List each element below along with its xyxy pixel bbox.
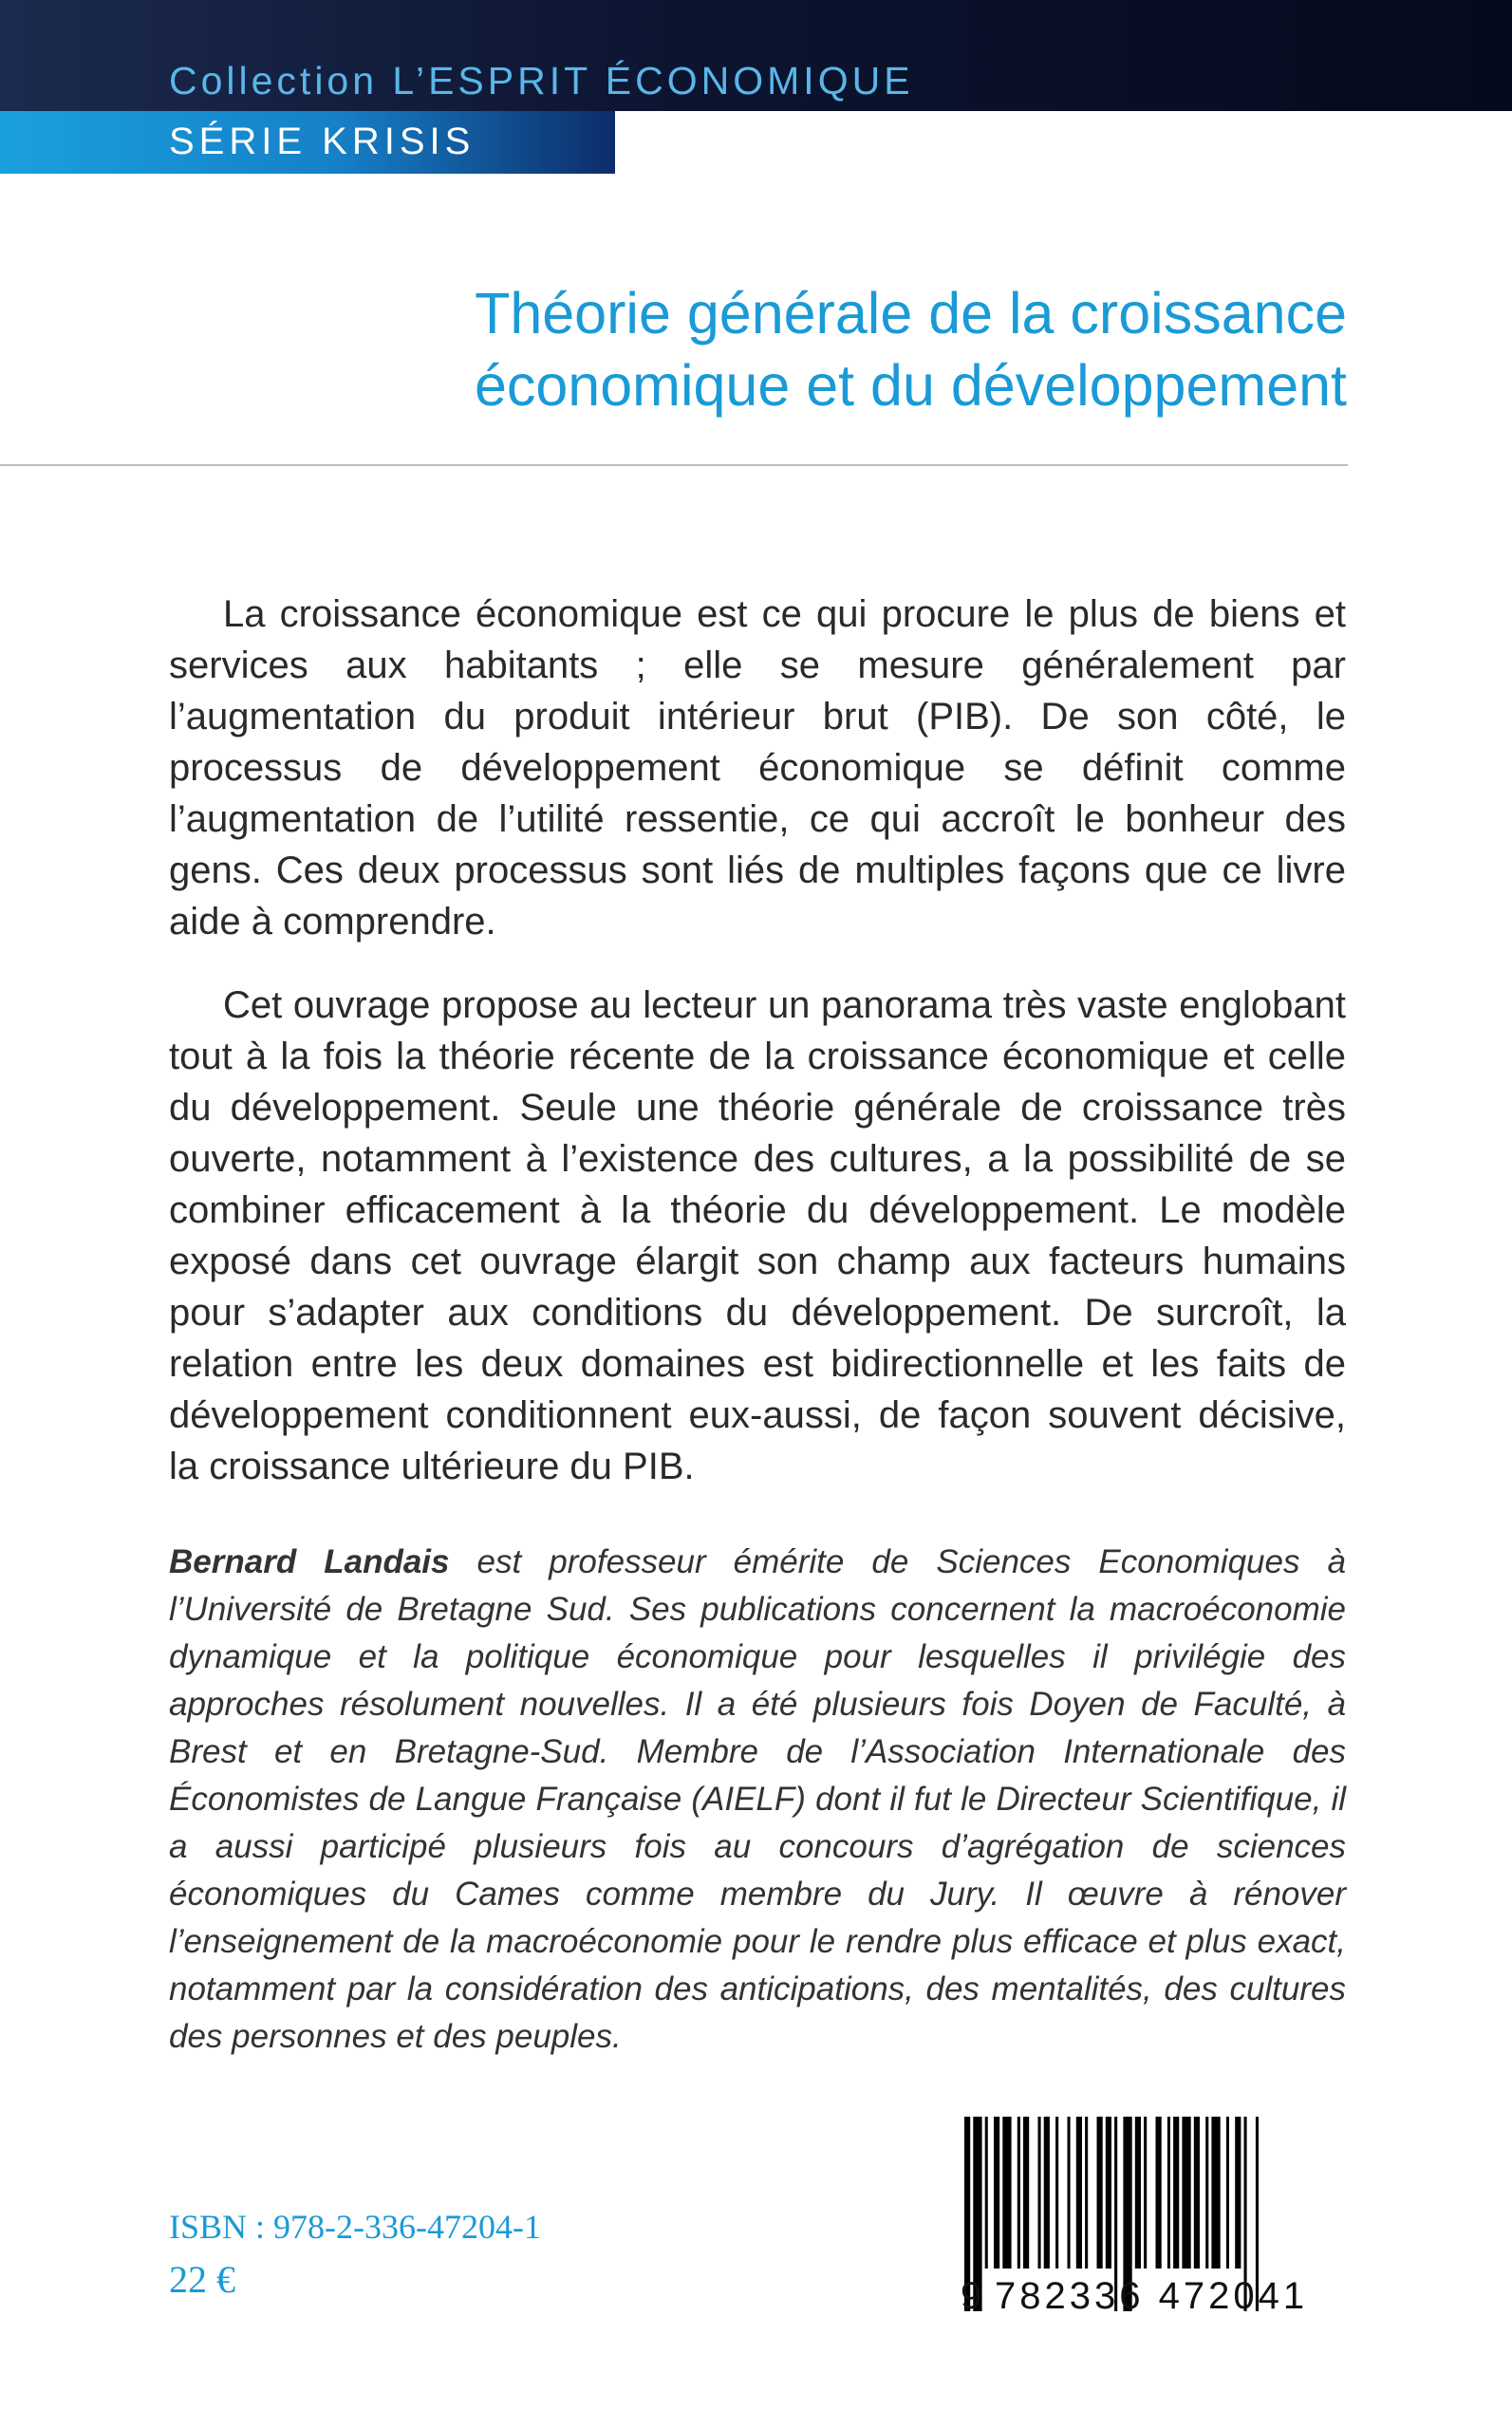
book-title-line-2: économique et du développement (474, 353, 1347, 418)
title-divider (0, 464, 1348, 466)
barcode-bar (1017, 2117, 1020, 2269)
collection-name: Collection L’ESPRIT ÉCONOMIQUE (169, 59, 914, 103)
author-bio-text: est professeur émérite de Sciences Economiques à l’Université de Bretagne Sud. Ses publications concernent la macroéconomie dynamique et la politique économique pour lesquelles il privilégie des approches résolument nouvelles. Il a été plusieurs fois Doyen de Faculté, à Brest et en Bretagne-Sud. Membre de l’Association Internationale des Économistes de Langue Française (AIELF) dont il fut le Directeur Scientifique, il a aussi participé plusieurs fois au concours d’agrégation de sciences économiques du Cames comme membre du Jury. Il œuvre à rénover l’enseignement de la macroéconomie pour le rendre plus efficace et plus exact, notamment par la considération des anticipations, des mentalités, des cultures des personnes et des peuples. (169, 1543, 1346, 2055)
barcode-bar (1156, 2117, 1162, 2269)
barcode-bar (1055, 2117, 1058, 2269)
barcode-first-digit: 9 (961, 2275, 982, 2317)
author-name: Bernard Landais (169, 1543, 450, 1580)
barcode-digits: 782336 472041 (995, 2275, 1309, 2317)
barcode-bar (1002, 2117, 1011, 2269)
barcode-bar (1023, 2117, 1029, 2269)
barcode-bar (985, 2117, 988, 2269)
barcode-bar (1235, 2117, 1241, 2269)
barcode-bar (1226, 2117, 1229, 2269)
barcode-bar (1044, 2117, 1050, 2269)
barcode-bar (1211, 2117, 1220, 2269)
barcode-bar (1135, 2117, 1141, 2269)
barcode-bar (1076, 2117, 1082, 2269)
barcode-bar (994, 2117, 999, 2269)
book-title-line-1: Théorie générale de la croissance (475, 281, 1347, 345)
price: 22 € (169, 2258, 235, 2301)
summary-paragraph-1: La croissance économique est ce qui procure le plus de biens et services aux habitants ; elle se mesure généralement par l’augmentation du produit intérieur brut (PIB). De son côté, le processus de développement économique se définit comme l’augmentation de l’utilité ressentie, ce qui accroît le bonheur des gens. Ces deux processus sont liés de multiples façons que ce livre aide à comprendre. (169, 593, 1346, 943)
barcode-bar (1205, 2117, 1208, 2269)
barcode-bar (1173, 2117, 1179, 2269)
summary (169, 588, 1346, 1492)
barcode-bar (1182, 2117, 1190, 2269)
book-title (208, 277, 1347, 421)
author-bio (169, 1539, 1346, 2061)
barcode-bar (1097, 2117, 1103, 2269)
barcode-bar (1167, 2117, 1170, 2269)
summary-paragraph-2: Cet ouvrage propose au lecteur un panorama très vaste englobant tout à la fois la théorie récente de la croissance économique et celle du développement. Seule une théorie générale de croissance très ouverte, notamment à l’existence des cultures, a la possibilité de se combiner efficacement à la théorie du développement. Le modèle exposé dans cet ouvrage élargit son champ aux facteurs humains pour s’adapter aux conditions du développement. De surcroît, la relation entre les deux domaines est bidirectionnelle et les faits de développement conditionnent eux-aussi, de façon souvent décisive, la croissance ultérieure du PIB. (169, 984, 1346, 1487)
isbn: ISBN : 978-2-336-47204-1 (169, 2208, 541, 2246)
barcode-bar (1068, 2117, 1071, 2269)
barcode-bar (1106, 2117, 1111, 2269)
barcode-bar (1144, 2117, 1147, 2269)
series-name: SÉRIE KRISIS (169, 121, 476, 162)
barcode-bar (1038, 2117, 1041, 2269)
barcode-bar (1085, 2117, 1088, 2269)
barcode-bar (1194, 2117, 1200, 2269)
